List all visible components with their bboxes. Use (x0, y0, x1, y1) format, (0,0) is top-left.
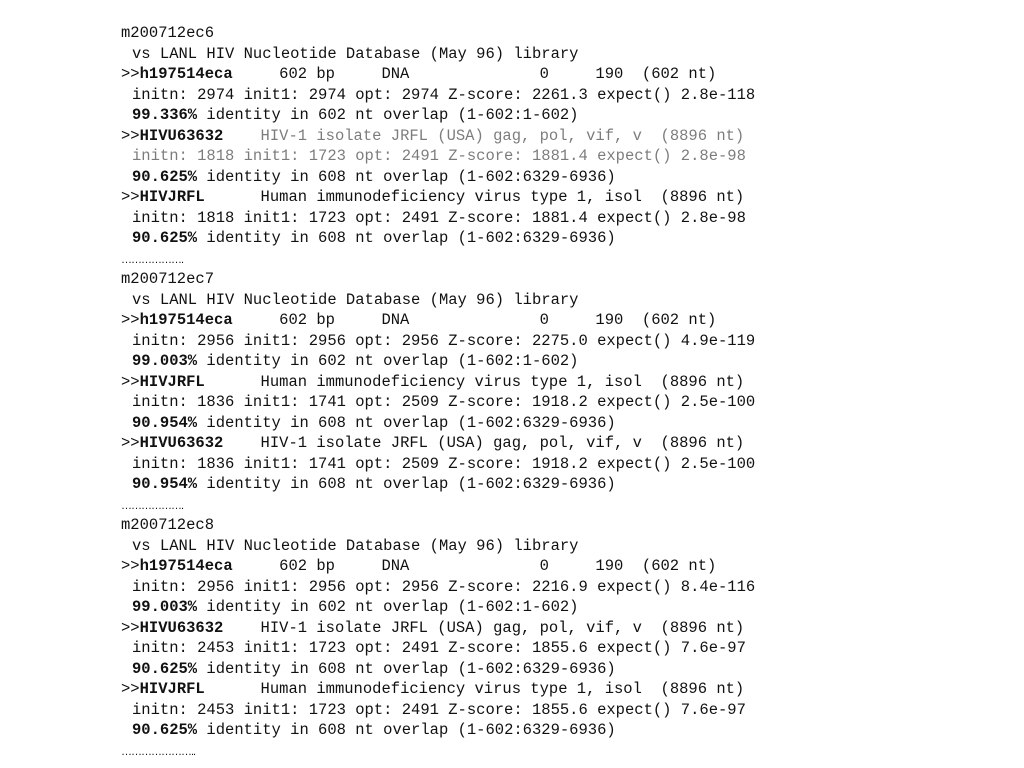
hit-id: h197514eca (139, 557, 233, 575)
identity-percent: 99.336% (132, 106, 198, 124)
identity-detail: identity in 608 nt overlap (1-602:6329-6936) (197, 659, 616, 678)
hit-identity (121, 351, 1024, 372)
identity-percent: 90.625% (132, 659, 198, 678)
identity-percent: 90.625% (132, 229, 198, 247)
identity-percent: 99.003% (132, 598, 198, 616)
identity-detail: identity in 608 nt overlap (1-602:6329-6936) (197, 475, 616, 493)
hit-header (121, 64, 1024, 85)
hit-scores: initn: 2453 init1: 1723 opt: 2491 Z-score: 1855.6 expect() 7.6e-97 (132, 639, 746, 657)
block-separator (121, 249, 1024, 270)
hit-prefix: >> (121, 188, 140, 206)
hit-header (121, 187, 1024, 208)
hit-description: 602 bp DNA 0 190 (602 nt) (279, 311, 717, 329)
hit-identity (121, 474, 1024, 495)
ellipsis: ………………. (121, 499, 184, 512)
hit-id: HIVJRFL (139, 680, 205, 698)
hit-scores: initn: 1818 init1: 1723 opt: 2491 Z-score: 1881.4 expect() 2.8e-98 (132, 147, 746, 165)
hit-description: HIV-1 isolate JRFL (USA) gag, pol, vif, v (8896 nt) (260, 126, 745, 145)
identity-detail: identity in 608 nt overlap (1-602:6329-6936) (197, 167, 616, 186)
library-line: vs LANL HIV Nucleotide Database (May 96) library (132, 44, 579, 63)
hit-scores: initn: 2956 init1: 2956 opt: 2956 Z-score: 2216.9 expect() 8.4e-116 (132, 577, 756, 596)
identity-detail: identity in 602 nt overlap (1-602:1-602) (197, 106, 579, 124)
hit-id: HIVU63632 (139, 618, 224, 637)
hit-scores: initn: 2974 init1: 2974 opt: 2974 Z-score: 2261.3 expect() 2.8e-118 (132, 85, 756, 104)
hit-header (121, 310, 1024, 331)
hit-scores: initn: 1818 init1: 1723 opt: 2491 Z-score: 1881.4 expect() 2.8e-98 (132, 208, 746, 227)
query-block (121, 269, 1024, 515)
identity-detail: identity in 608 nt overlap (1-602:6329-6936) (197, 229, 616, 247)
hit-id: HIVU63632 (139, 126, 224, 145)
hit-prefix: >> (121, 680, 140, 698)
identity-detail: identity in 602 nt overlap (1-602:1-602) (197, 352, 579, 370)
hit-identity (121, 228, 1024, 249)
hit-header (121, 679, 1024, 700)
hit-identity (121, 105, 1024, 126)
hit-scores: initn: 2956 init1: 2956 opt: 2956 Z-score: 2275.0 expect() 4.9e-119 (132, 331, 756, 350)
ellipsis: ………………….. (121, 745, 196, 758)
hit-prefix: >> (121, 126, 140, 145)
query-block (121, 23, 1024, 269)
hit-identity (121, 659, 1024, 680)
search-results-listing (121, 23, 1024, 761)
hit-description: Human immunodeficiency virus type 1, isol (8896 nt) (260, 680, 745, 698)
identity-percent: 90.625% (132, 721, 198, 739)
hit-prefix: >> (121, 618, 140, 637)
hit-description: HIV-1 isolate JRFL (USA) gag, pol, vif, v (8896 nt) (260, 434, 745, 452)
hit-scores: initn: 1836 init1: 1741 opt: 2509 Z-score: 1918.2 expect() 2.5e-100 (132, 393, 756, 411)
hit-description: 602 bp DNA 0 190 (602 nt) (279, 65, 717, 83)
hit-prefix: >> (121, 311, 140, 329)
hit-header (121, 618, 1024, 639)
ellipsis: ………………. (121, 253, 184, 266)
hit-identity (121, 413, 1024, 434)
block-separator (121, 741, 1024, 762)
library-line: vs LANL HIV Nucleotide Database (May 96) library (132, 290, 579, 309)
hit-prefix: >> (121, 434, 140, 452)
hit-prefix: >> (121, 65, 140, 83)
hit-identity (121, 720, 1024, 741)
hit-id: HIVU63632 (139, 434, 224, 452)
hit-header (121, 556, 1024, 577)
hit-description: HIV-1 isolate JRFL (USA) gag, pol, vif, v (8896 nt) (260, 618, 745, 637)
hit-id: h197514eca (139, 65, 233, 83)
hit-identity (121, 167, 1024, 188)
hit-prefix: >> (121, 557, 140, 575)
identity-detail: identity in 602 nt overlap (1-602:1-602) (197, 598, 579, 616)
library-line: vs LANL HIV Nucleotide Database (May 96) library (132, 536, 579, 555)
identity-detail: identity in 608 nt overlap (1-602:6329-6936) (197, 721, 616, 739)
identity-percent: 90.625% (132, 167, 198, 186)
hit-header (121, 372, 1024, 393)
identity-percent: 90.954% (132, 475, 198, 493)
block-separator (121, 495, 1024, 516)
hit-header (121, 126, 1024, 147)
hit-id: HIVJRFL (139, 188, 205, 206)
hit-scores: initn: 2453 init1: 1723 opt: 2491 Z-score: 1855.6 expect() 7.6e-97 (132, 700, 746, 719)
hit-id: h197514eca (139, 311, 233, 329)
hit-header (121, 433, 1024, 454)
hit-description: Human immunodeficiency virus type 1, isol (8896 nt) (260, 372, 745, 391)
identity-detail: identity in 608 nt overlap (1-602:6329-6936) (197, 413, 616, 432)
query-name: m200712ec6 (121, 24, 215, 42)
hit-description: Human immunodeficiency virus type 1, isol (8896 nt) (260, 188, 745, 206)
hit-prefix: >> (121, 372, 140, 391)
hit-identity (121, 597, 1024, 618)
identity-percent: 99.003% (132, 352, 198, 370)
identity-percent: 90.954% (132, 413, 198, 432)
hit-scores: initn: 1836 init1: 1741 opt: 2509 Z-score: 1918.2 expect() 2.5e-100 (132, 454, 756, 473)
query-name: m200712ec8 (121, 516, 215, 534)
hit-id: HIVJRFL (139, 372, 205, 391)
query-name: m200712ec7 (121, 270, 215, 288)
hit-description: 602 bp DNA 0 190 (602 nt) (279, 557, 717, 575)
query-block (121, 515, 1024, 761)
